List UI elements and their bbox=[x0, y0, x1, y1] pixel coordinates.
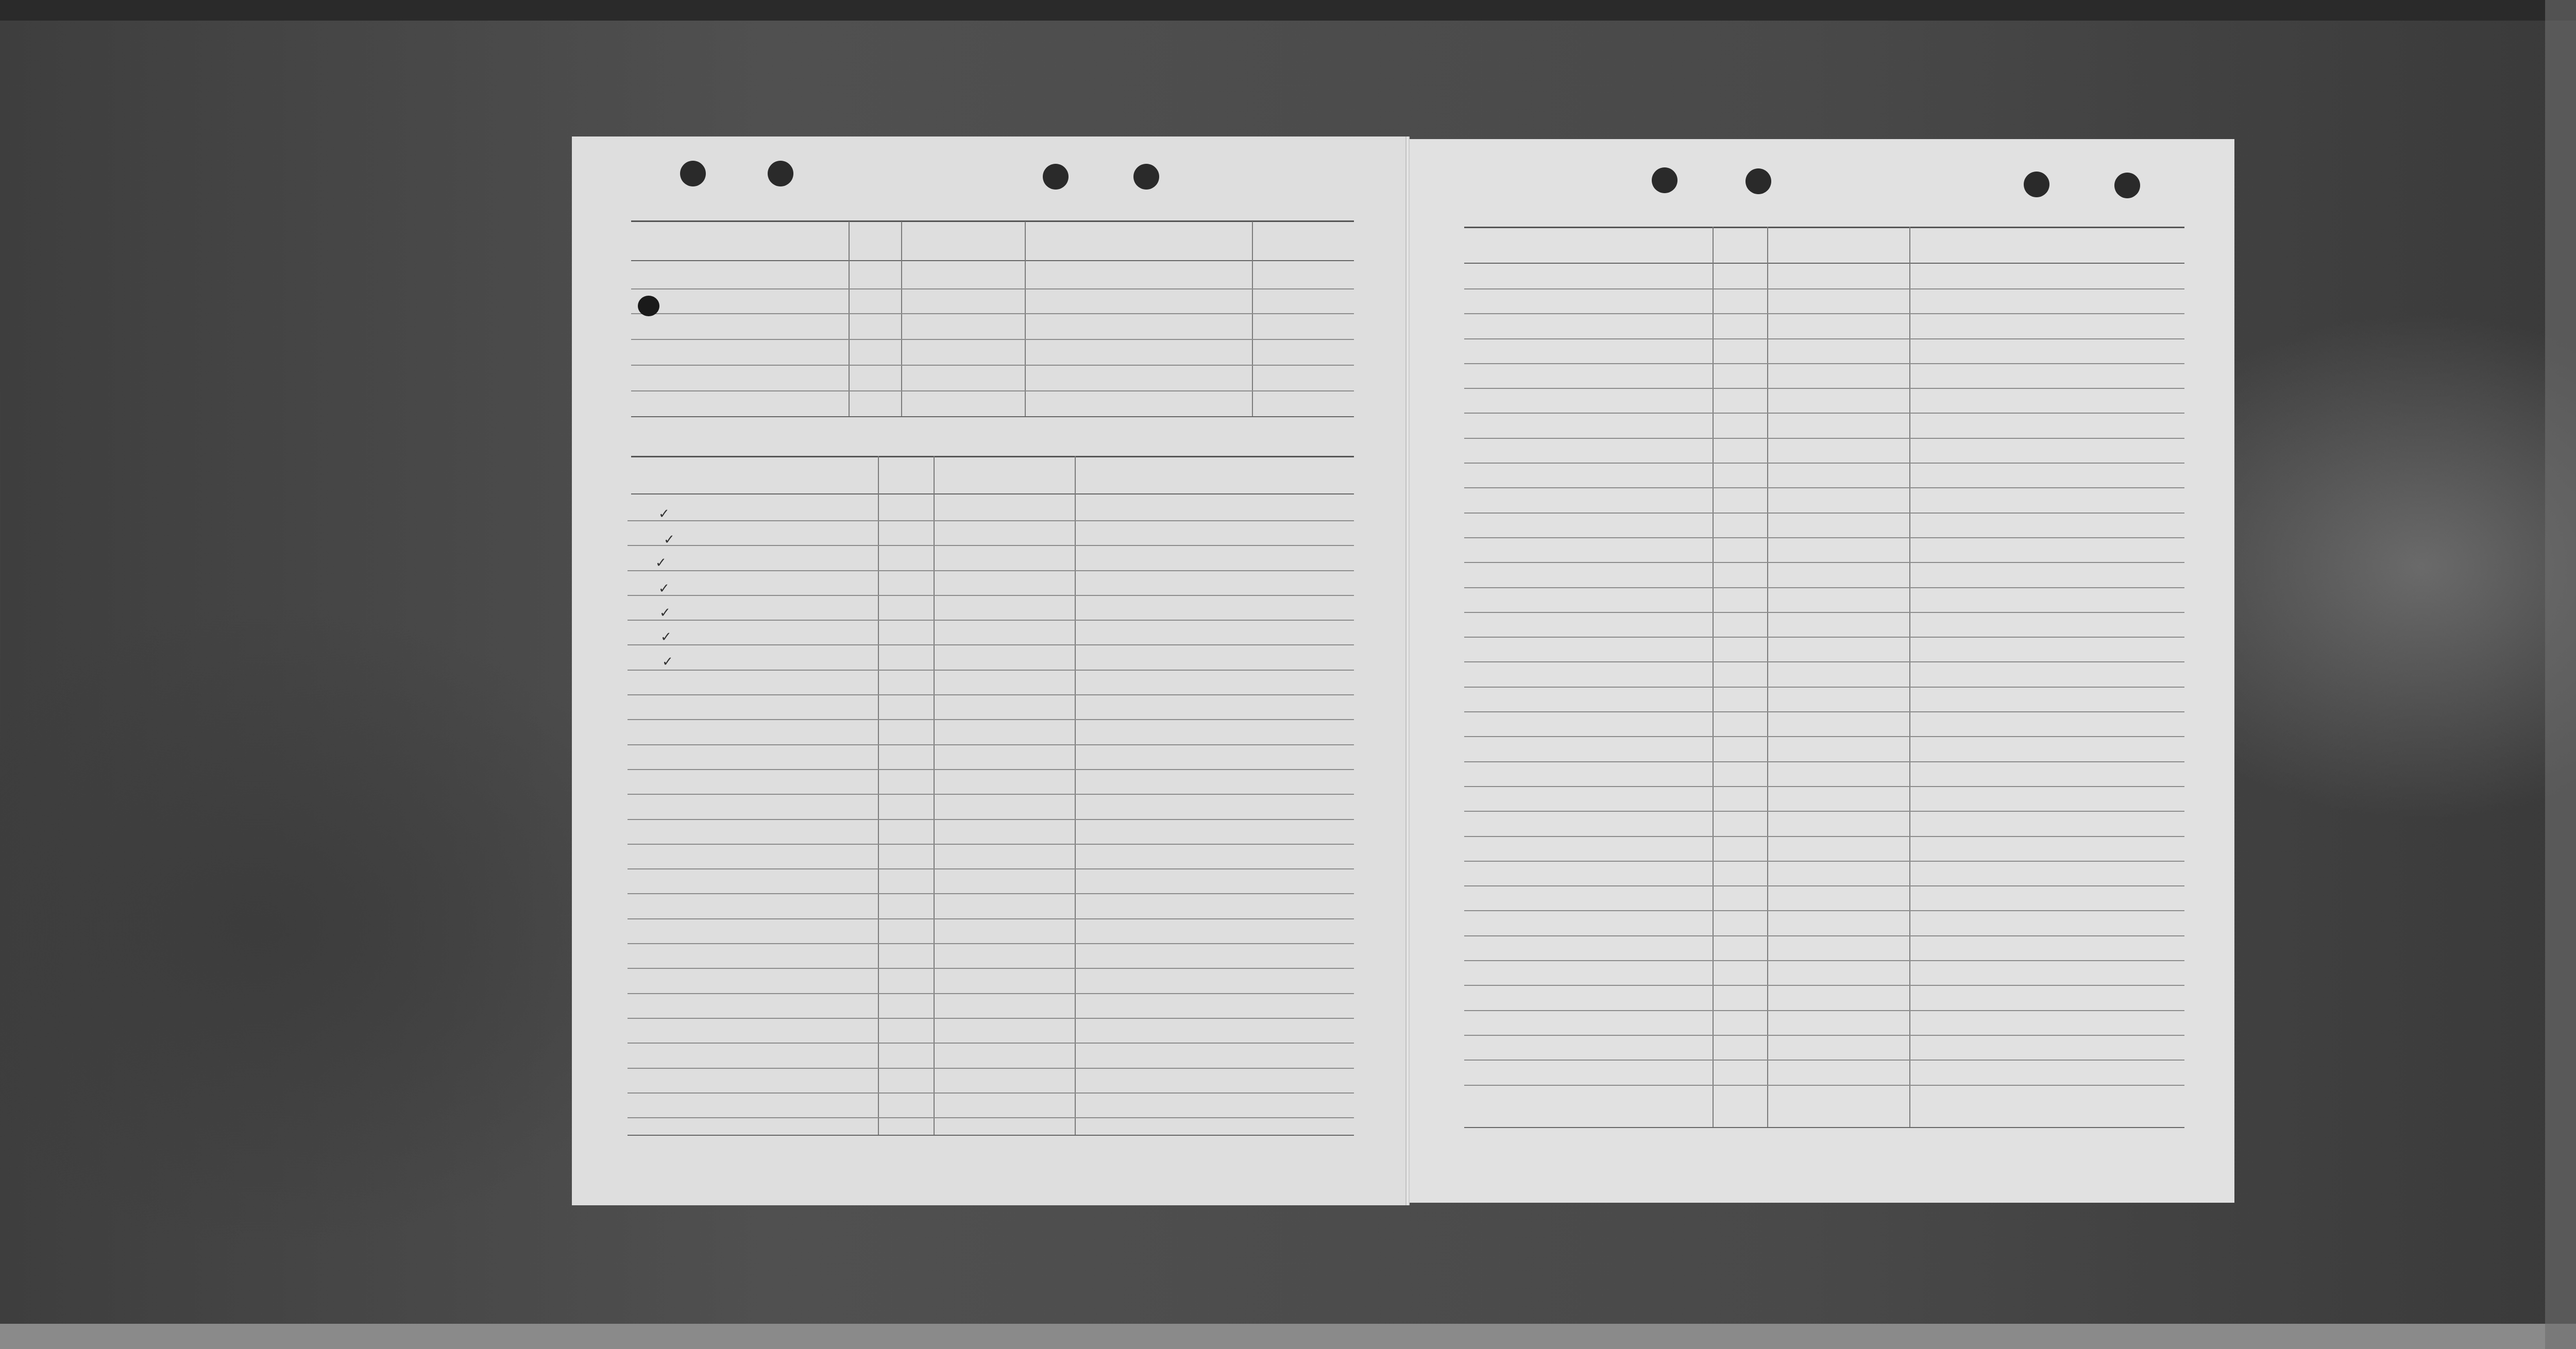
ruled-line bbox=[628, 694, 1354, 695]
check-mark: ✓ bbox=[658, 581, 670, 596]
ruled-line bbox=[1464, 1085, 2184, 1086]
punch-hole bbox=[768, 161, 793, 186]
ruled-line bbox=[1464, 687, 2184, 688]
ruled-line bbox=[1464, 338, 2184, 339]
ruled-line bbox=[1464, 513, 2184, 514]
table-bottom-rule bbox=[1464, 1127, 2184, 1128]
ruled-line bbox=[1464, 487, 2184, 488]
ruled-line bbox=[628, 1092, 1354, 1094]
punch-hole bbox=[2024, 172, 2049, 197]
ink-blot bbox=[638, 296, 659, 316]
ruled-line bbox=[628, 1043, 1354, 1044]
hospital-bottom-rule bbox=[631, 416, 1354, 417]
ruled-line bbox=[1464, 637, 2184, 638]
ruled-line bbox=[628, 1117, 1354, 1118]
ruled-line bbox=[628, 844, 1354, 845]
ruled-line bbox=[628, 520, 1354, 521]
discharged-col-divider bbox=[934, 456, 935, 1136]
check-mark: ✓ bbox=[659, 605, 671, 621]
ruled-line bbox=[628, 819, 1354, 820]
ruled-line bbox=[628, 868, 1354, 869]
ruled-line bbox=[1464, 1010, 2184, 1011]
scan-bottom-border bbox=[0, 1324, 2576, 1349]
ruled-line bbox=[1464, 562, 2184, 563]
hospital-col-divider bbox=[901, 221, 902, 417]
ruled-line bbox=[628, 719, 1354, 720]
ruled-line bbox=[628, 670, 1354, 671]
right-col-divider bbox=[1767, 227, 1768, 1128]
ruled-line bbox=[631, 390, 1354, 391]
right-page bbox=[1408, 139, 2234, 1203]
ruled-line bbox=[631, 313, 1354, 314]
ruled-line bbox=[628, 943, 1354, 944]
right-top-rule bbox=[1464, 227, 2184, 228]
ruled-line bbox=[631, 288, 1354, 289]
ruled-line bbox=[1464, 910, 2184, 911]
ruled-line bbox=[1464, 736, 2184, 737]
ruled-line bbox=[628, 968, 1354, 969]
hospital-top-rule bbox=[631, 220, 1354, 222]
scan-right-edge bbox=[2545, 0, 2576, 1349]
ruled-line bbox=[1464, 288, 2184, 289]
page-fold bbox=[1405, 136, 1410, 1205]
ruled-line bbox=[628, 794, 1354, 795]
right-col-divider bbox=[1909, 227, 1910, 1128]
punch-hole bbox=[1133, 164, 1159, 190]
ruled-line bbox=[628, 545, 1354, 546]
left-page bbox=[572, 136, 1408, 1205]
check-mark: ✓ bbox=[662, 654, 673, 670]
hospital-col-divider bbox=[1025, 221, 1026, 417]
check-mark: ✓ bbox=[658, 506, 670, 522]
punch-hole bbox=[2114, 173, 2140, 198]
punch-hole bbox=[1652, 167, 1677, 193]
punch-hole bbox=[1745, 168, 1771, 194]
ruled-line bbox=[1464, 1035, 2184, 1036]
discharged-col-divider bbox=[1075, 456, 1076, 1136]
ruled-line bbox=[1464, 1060, 2184, 1061]
ruled-line bbox=[1464, 811, 2184, 812]
punch-hole bbox=[1043, 164, 1069, 190]
ruled-line bbox=[1464, 661, 2184, 662]
ruled-line bbox=[628, 993, 1354, 994]
ruled-line bbox=[628, 1018, 1354, 1019]
ruled-line bbox=[1464, 786, 2184, 787]
right-header-rule bbox=[1464, 263, 2184, 264]
ruled-line bbox=[1464, 438, 2184, 439]
ruled-line bbox=[628, 918, 1354, 919]
ruled-line bbox=[628, 570, 1354, 571]
ruled-line bbox=[1464, 612, 2184, 613]
table-bottom-rule bbox=[628, 1135, 1354, 1136]
ruled-line bbox=[1464, 313, 2184, 314]
ruled-line bbox=[631, 339, 1354, 340]
hospital-header-rule bbox=[631, 260, 1354, 261]
ruled-line bbox=[628, 893, 1354, 894]
ruled-line bbox=[1464, 960, 2184, 961]
ruled-line bbox=[1464, 388, 2184, 389]
ruled-line bbox=[628, 769, 1354, 770]
punch-hole bbox=[680, 161, 706, 186]
ruled-line bbox=[1464, 836, 2184, 837]
discharged-header-rule bbox=[631, 493, 1354, 494]
check-mark: ✓ bbox=[655, 555, 667, 571]
ruled-line bbox=[628, 744, 1354, 745]
ruled-line bbox=[1464, 935, 2184, 936]
right-col-divider bbox=[1713, 227, 1714, 1128]
ruled-line bbox=[628, 644, 1354, 645]
discharged-col-divider bbox=[878, 456, 879, 1136]
ruled-line bbox=[1464, 761, 2184, 762]
ruled-line bbox=[1464, 413, 2184, 414]
ruled-line bbox=[1464, 861, 2184, 862]
ruled-line bbox=[1464, 537, 2184, 538]
hospital-col-divider bbox=[849, 221, 850, 417]
check-mark: ✓ bbox=[664, 532, 675, 548]
hospital-col-divider bbox=[1252, 221, 1253, 417]
ruled-line bbox=[1464, 711, 2184, 712]
ruled-line bbox=[1464, 985, 2184, 986]
ruled-line bbox=[1464, 463, 2184, 464]
ruled-line bbox=[1464, 885, 2184, 886]
check-mark: ✓ bbox=[660, 629, 672, 645]
ruled-line bbox=[628, 595, 1354, 596]
ruled-line bbox=[628, 620, 1354, 621]
ruled-line bbox=[1464, 363, 2184, 364]
scan-top-border bbox=[0, 0, 2576, 21]
discharged-top-rule bbox=[631, 456, 1354, 457]
ruled-line bbox=[1464, 587, 2184, 588]
ruled-line bbox=[631, 365, 1354, 366]
ruled-line bbox=[628, 1068, 1354, 1069]
